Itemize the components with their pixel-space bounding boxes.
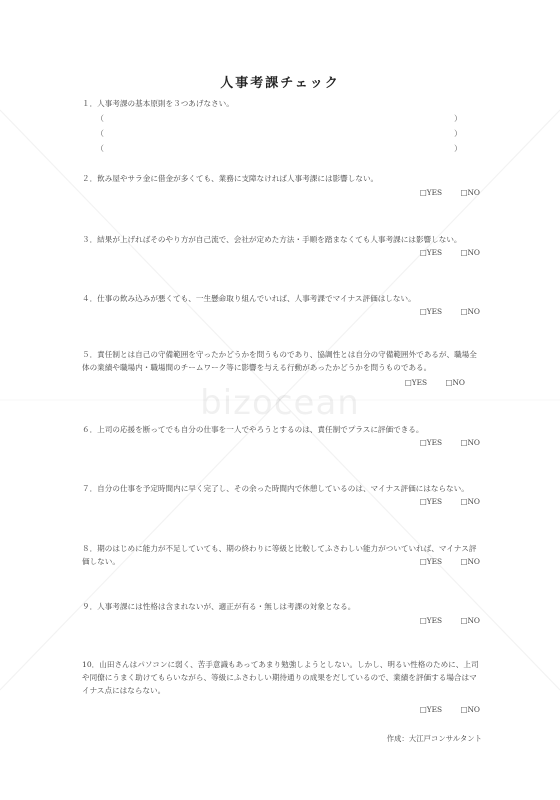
close-paren: ） — [454, 129, 462, 138]
no-checkbox[interactable]: □NO — [460, 616, 480, 625]
yes-checkbox[interactable]: □YES — [419, 497, 443, 506]
answer-options-2 — [420, 188, 480, 197]
yes-checkbox[interactable]: □YES — [419, 248, 443, 257]
question-1 — [82, 97, 482, 110]
author-credit: 作成：大江戸コンサルタント — [386, 734, 482, 743]
question-text: ６．上司の応援を断ってでも自分の仕事を一人でやろうとするのは、責任制でプラスに評価できる。 — [82, 425, 424, 434]
no-checkbox[interactable]: □NO — [460, 248, 480, 257]
question-text: ２．飲み屋やサラ金に借金が多くても、業務に支障なければ人事考課には影響しない。 — [82, 174, 379, 183]
yes-checkbox[interactable]: □YES — [419, 705, 443, 714]
watermark-text: bizocean — [200, 383, 360, 423]
answer-line-1[interactable] — [96, 113, 462, 124]
yes-checkbox[interactable]: □YES — [419, 307, 443, 316]
answer-options-5 — [405, 378, 465, 387]
question-4 — [82, 292, 482, 305]
no-checkbox[interactable]: □NO — [460, 438, 480, 447]
question-2 — [82, 172, 482, 185]
yes-checkbox[interactable]: □YES — [419, 188, 443, 197]
question-5 — [82, 348, 482, 374]
answer-options-9 — [420, 616, 480, 625]
open-paren: （ — [96, 144, 104, 153]
close-paren: ） — [454, 114, 462, 123]
question-7 — [82, 482, 482, 495]
question-text: ８．期のはじめに能力が不足していても、期の終わりに等級と比較してふさわしい能力がついていれば、マイナス評価しない。 — [82, 544, 477, 566]
question-text: ３．結果が上げればそのやり方が自己流で、会社が定めた方法・手順を踏まなくても人事考課には影響しない。 — [82, 235, 462, 244]
no-checkbox[interactable]: □NO — [460, 188, 480, 197]
answer-options-8 — [420, 557, 480, 566]
question-text: １．人事考課の基本原則を３つあげなさい。 — [82, 99, 234, 108]
question-10 — [82, 658, 482, 697]
question-6 — [82, 423, 482, 436]
no-checkbox[interactable]: □NO — [460, 557, 480, 566]
answer-line-2[interactable] — [96, 128, 462, 139]
no-checkbox[interactable]: □NO — [460, 705, 480, 714]
question-text: ９．人事考課には性格は含まれないが、適正が有る・無しは考課の対象となる。 — [82, 602, 356, 611]
question-text: ４．仕事の飲み込みが悪くても、一生懸命取り組んでいれば、人事考課でマイナス評価はしない。 — [82, 294, 416, 303]
no-checkbox[interactable]: □NO — [460, 307, 480, 316]
no-checkbox[interactable]: □NO — [445, 378, 465, 387]
answer-options-10 — [420, 705, 480, 714]
close-paren: ） — [454, 144, 462, 153]
yes-checkbox[interactable]: □YES — [419, 438, 443, 447]
answer-options-7 — [420, 497, 480, 506]
answer-line-3[interactable] — [96, 143, 462, 154]
question-text: 10．山田さんはパソコンに弱く、苦手意識もあってあまり勉強しようとしない。しかし、明るい性格のために、上司や同僚にうまく助けてもらいながら、等級にふさわしい期待通りの成果をだしているので、業績を評価する場合はマイナス点にはならない。 — [82, 660, 479, 695]
question-3 — [82, 233, 482, 246]
answer-options-6 — [420, 438, 480, 447]
question-9 — [82, 600, 482, 613]
yes-checkbox[interactable]: □YES — [419, 557, 443, 566]
yes-checkbox[interactable]: □YES — [419, 616, 443, 625]
open-paren: （ — [96, 129, 104, 138]
page-title: 人事考課チェック — [220, 76, 340, 91]
no-checkbox[interactable]: □NO — [460, 497, 480, 506]
answer-options-3 — [420, 248, 480, 257]
question-text: ７．自分の仕事を予定時間内に早く完了し、その余った時間内で休憩しているのは、マイナス評価にはならない。 — [82, 484, 469, 493]
open-paren: （ — [96, 114, 104, 123]
question-text: ５．責任制とは自己の守備範囲を守ったかどうかを問うものであり、協調性とは自分の守備範囲外であるが、職場全体の業績や職場内・職場間のチームワーク等に影響を与える行動があったかどうかを問うものである。 — [82, 350, 477, 372]
yes-checkbox[interactable]: □YES — [404, 378, 428, 387]
answer-options-4 — [420, 307, 480, 316]
